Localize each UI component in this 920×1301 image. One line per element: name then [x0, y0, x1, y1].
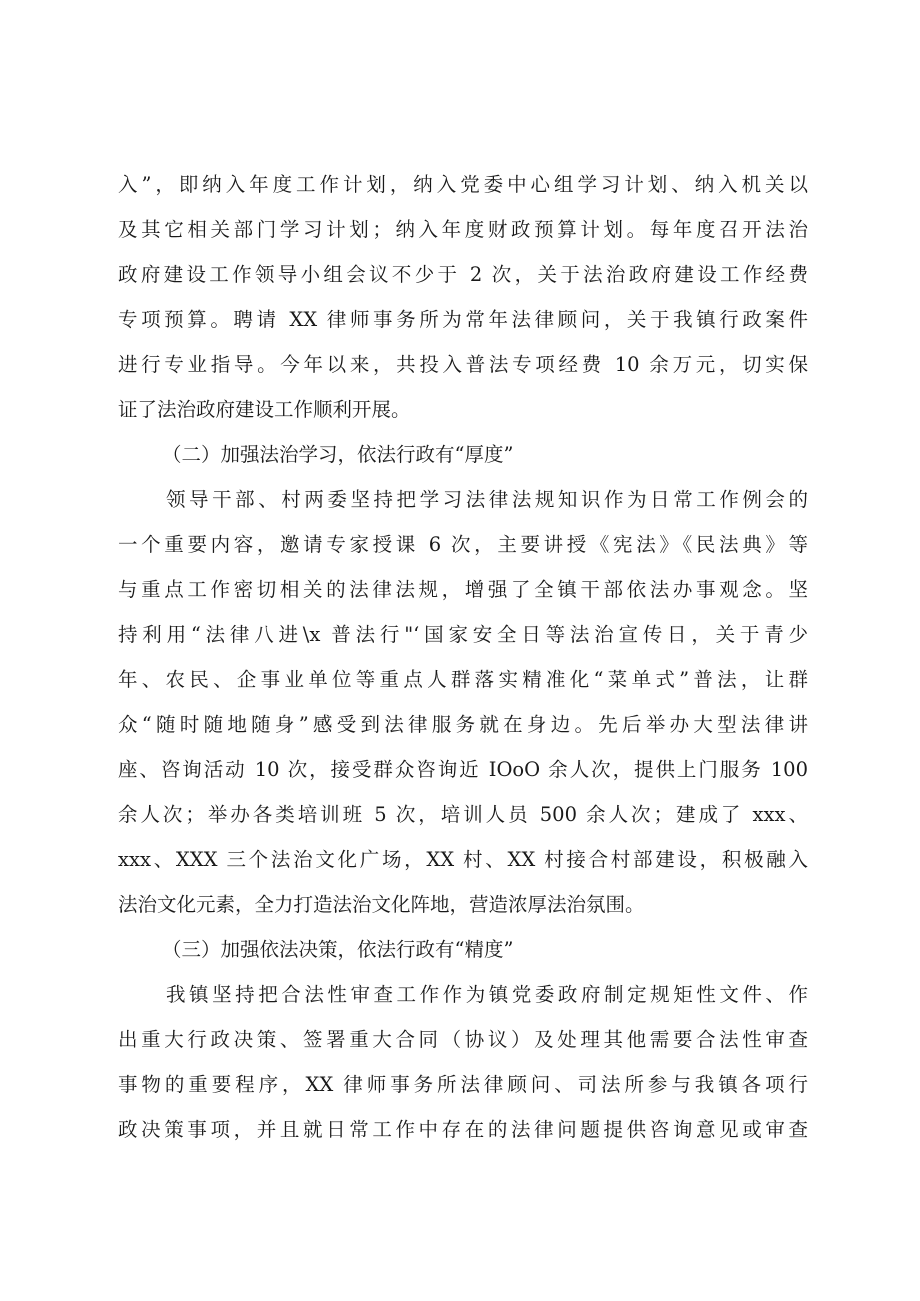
text-line — [118, 1017, 808, 1062]
text-line — [118, 702, 808, 747]
line-text: 出重大行政决策、签署重大合同（协议）及处理其他需要合法性审查 — [118, 1028, 808, 1051]
line-text: 持利用“法律八进\x 普法行"‘国家安全日等法治宣传日，关于青少 — [118, 623, 808, 646]
text-line — [118, 792, 808, 837]
section-heading — [118, 927, 808, 972]
line-text: 年、农民、企事业单位等重点人群落实精准化“菜单式”普法，让群 — [118, 668, 808, 691]
text-line — [118, 747, 808, 792]
text-line — [118, 612, 808, 657]
text-line — [118, 342, 808, 387]
text-line — [118, 477, 808, 522]
text-line — [118, 252, 808, 297]
line-text: 法治文化元素，全力打造法治文化阵地，营造浓厚法治氛围。 — [118, 893, 645, 916]
text-line — [118, 1107, 808, 1152]
line-text: 及其它相关部门学习计划；纳入年度财政预算计划。每年度召开法治 — [118, 218, 808, 241]
text-line — [118, 1062, 808, 1107]
line-text: 政决策事项，并且就日常工作中存在的法律问题提供咨询意见或审查 — [118, 1118, 808, 1141]
text-line — [118, 972, 808, 1017]
line-text: 事物的重要程序，XX 律师事务所法律顾问、司法所参与我镇各项行 — [118, 1073, 808, 1096]
line-text: 我镇坚持把合法性审查工作作为镇党委政府制定规矩性文件、作 — [166, 983, 808, 1006]
line-text: 入”，即纳入年度工作计划，纳入党委中心组学习计划、纳入机关以 — [118, 173, 808, 196]
line-text: 证了法治政府建设工作顺利开展。 — [118, 398, 411, 421]
line-text: 进行专业指导。今年以来，共投入普法专项经费 10 余万元，切实保 — [118, 353, 808, 376]
text-line — [118, 297, 808, 342]
text-line — [118, 567, 808, 612]
line-text: 政府建设工作领导小组会议不少于 2 次，关于法治政府建设工作经费 — [118, 263, 808, 286]
text-line — [118, 207, 808, 252]
line-text: （三）加强依法决策，依法行政有“精度” — [162, 938, 514, 961]
text-line — [118, 837, 808, 882]
line-text: xxx、XXX 三个法治文化广场，XX 村、XX 村接合村部建设，积极融入 — [118, 848, 808, 871]
text-line — [118, 882, 808, 927]
text-line — [118, 162, 808, 207]
section-heading — [118, 432, 808, 477]
line-text: 座、咨询活动 10 次，接受群众咨询近 IOoO 余人次，提供上门服务 100 — [118, 758, 808, 781]
line-text: （二）加强法治学习，依法行政有“厚度” — [162, 443, 514, 466]
line-text: 余人次；举办各类培训班 5 次，培训人员 500 余人次；建成了 xxx、 — [118, 803, 808, 826]
text-line — [118, 657, 808, 702]
line-text: 专项预算。聘请 XX 律师事务所为常年法律顾问，关于我镇行政案件 — [118, 308, 808, 331]
document-body — [118, 162, 808, 1152]
text-line — [118, 522, 808, 567]
line-text: 众“随时随地随身”感受到法律服务就在身边。先后举办大型法律讲 — [118, 713, 808, 736]
line-text: 一个重要内容，邀请专家授课 6 次，主要讲授《宪法》《民法典》等 — [118, 533, 808, 556]
line-text: 领导干部、村两委坚持把学习法律法规知识作为日常工作例会的 — [166, 488, 808, 511]
line-text: 与重点工作密切相关的法律法规，增强了全镇干部依法办事观念。坚 — [118, 578, 808, 601]
text-line — [118, 387, 808, 432]
